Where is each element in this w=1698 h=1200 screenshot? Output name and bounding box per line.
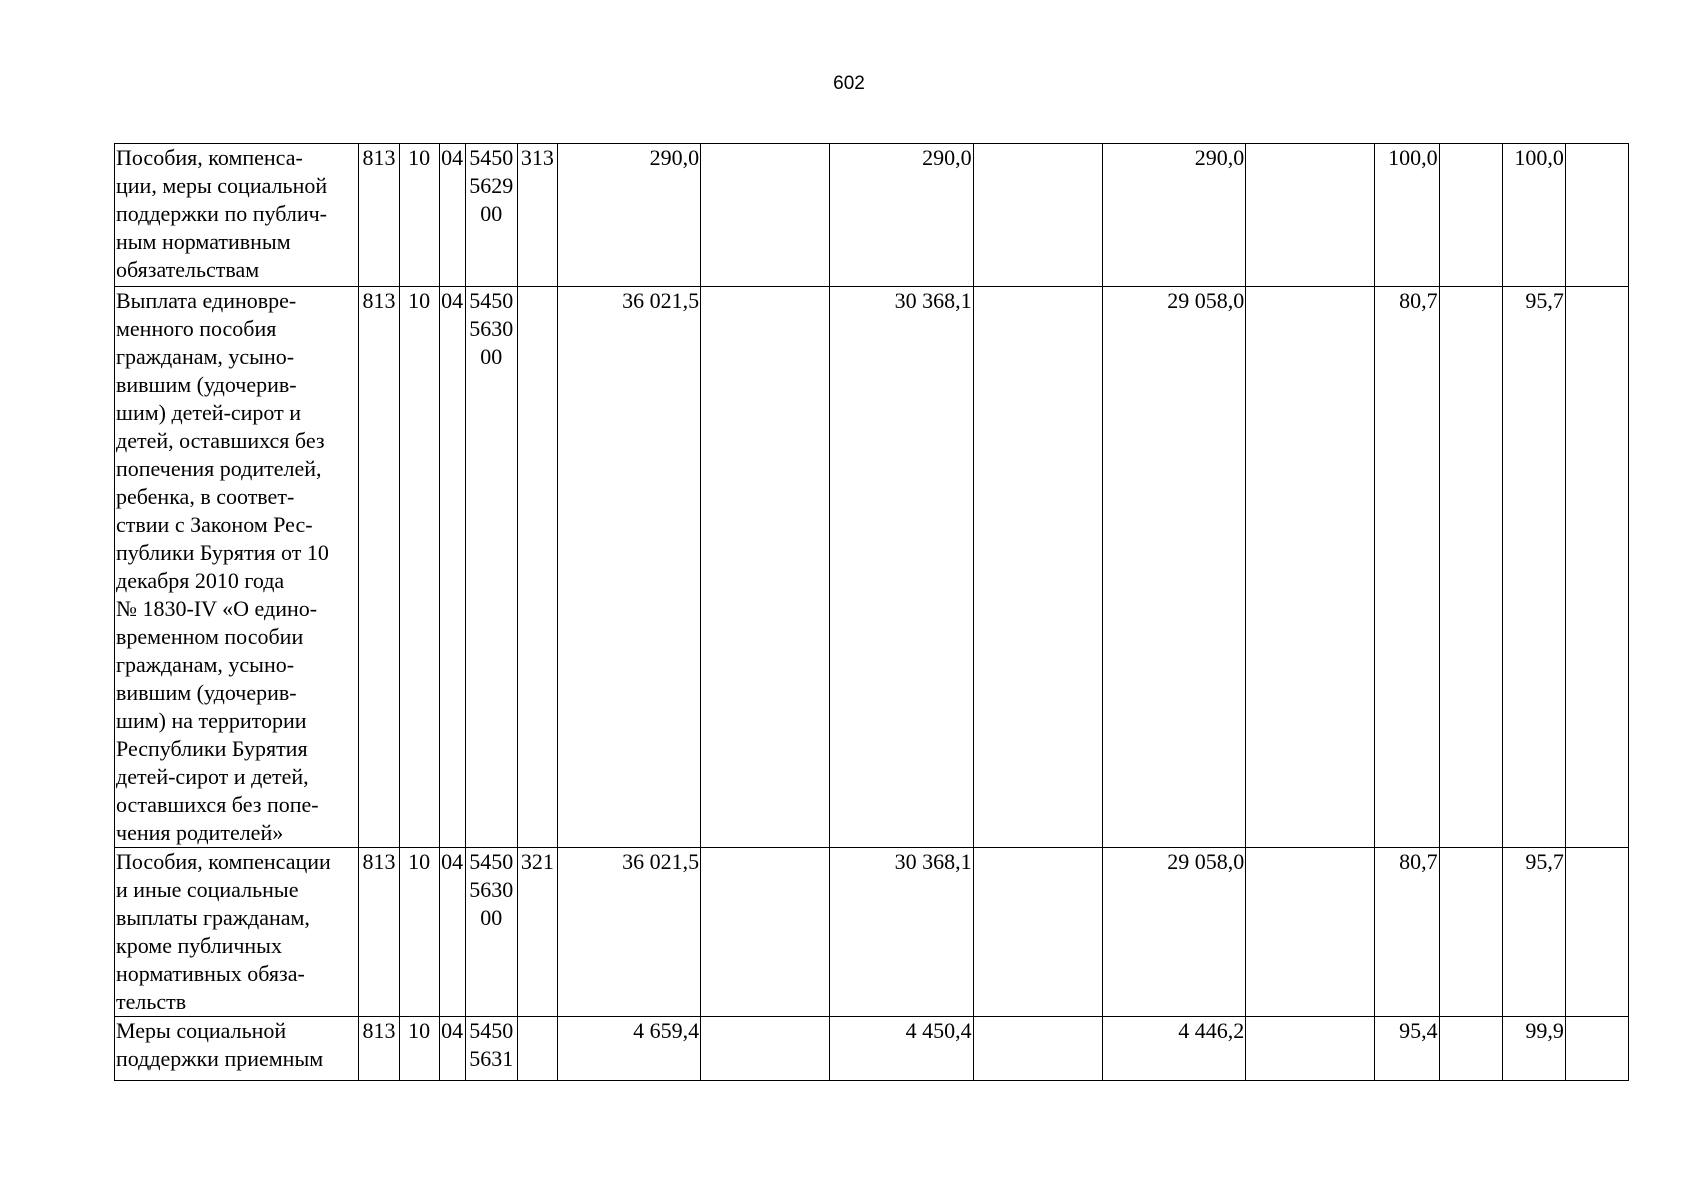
section-code: 10 bbox=[399, 1017, 439, 1081]
amount-1: 4 659,4 bbox=[557, 1017, 700, 1081]
grbs-code: 813 bbox=[359, 287, 399, 848]
empty-cell bbox=[1246, 144, 1375, 287]
percent-2: 95,7 bbox=[1502, 287, 1565, 848]
amount-3: 29 058,0 bbox=[1102, 287, 1245, 848]
amount-1: 36 021,5 bbox=[557, 848, 700, 1017]
empty-cell bbox=[701, 1017, 830, 1081]
page-number: 602 bbox=[833, 73, 865, 94]
expense-type-code bbox=[517, 287, 557, 848]
subsection-code: 04 bbox=[439, 848, 465, 1017]
amount-1: 290,0 bbox=[557, 144, 700, 287]
empty-cell bbox=[1565, 848, 1628, 1017]
empty-cell bbox=[1439, 848, 1502, 1017]
empty-cell bbox=[1439, 144, 1502, 287]
percent-1: 80,7 bbox=[1375, 848, 1439, 1017]
percent-2: 99,9 bbox=[1502, 1017, 1565, 1081]
section-code: 10 bbox=[399, 848, 439, 1017]
table-row bbox=[115, 848, 1629, 1017]
section-code: 10 bbox=[399, 144, 439, 287]
table-row bbox=[115, 1017, 1629, 1081]
target-article-code: 5450 5631 bbox=[465, 1017, 517, 1081]
grbs-code: 813 bbox=[359, 144, 399, 287]
empty-cell bbox=[973, 287, 1102, 848]
empty-cell bbox=[1246, 848, 1375, 1017]
empty-cell bbox=[701, 848, 830, 1017]
target-article-code: 5450 5629 00 bbox=[465, 144, 517, 287]
empty-cell bbox=[973, 848, 1102, 1017]
percent-2: 100,0 bbox=[1502, 144, 1565, 287]
percent-2: 95,7 bbox=[1502, 848, 1565, 1017]
amount-3: 290,0 bbox=[1102, 144, 1245, 287]
empty-cell bbox=[1565, 144, 1628, 287]
amount-2: 290,0 bbox=[830, 144, 973, 287]
target-article-code: 5450 5630 00 bbox=[465, 287, 517, 848]
percent-1: 95,4 bbox=[1375, 1017, 1439, 1081]
empty-cell bbox=[1246, 1017, 1375, 1081]
empty-cell bbox=[973, 1017, 1102, 1081]
subsection-code: 04 bbox=[439, 287, 465, 848]
amount-2: 30 368,1 bbox=[830, 848, 973, 1017]
empty-cell bbox=[1439, 287, 1502, 848]
budget-table bbox=[114, 143, 1629, 1081]
target-article-code: 5450 5630 00 bbox=[465, 848, 517, 1017]
empty-cell bbox=[1246, 287, 1375, 848]
expense-type-code: 321 bbox=[517, 848, 557, 1017]
empty-cell bbox=[701, 144, 830, 287]
subsection-code: 04 bbox=[439, 1017, 465, 1081]
amount-2: 30 368,1 bbox=[830, 287, 973, 848]
expense-type-code bbox=[517, 1017, 557, 1081]
amount-3: 29 058,0 bbox=[1102, 848, 1245, 1017]
table-row bbox=[115, 287, 1629, 848]
empty-cell bbox=[1565, 1017, 1628, 1081]
grbs-code: 813 bbox=[359, 1017, 399, 1081]
row-name: Выплата единовре- менного пособия гражданам, усыно- вившим (удочерив- шим) детей-сирот и детей, оставшихся без попечения родителей, ребенка, в соответ- ствии с Законом Рес- публики Бурятия от 10 декабря 2010 года № 1830-IV «О едино- временном пособии гражданам, усыно- вившим (удочерив- шим) на территории Республики Бурятия детей-сирот и детей, оставшихся без попе- чения родителей» bbox=[115, 287, 359, 848]
row-name: Пособия, компенсации и иные социальные выплаты гражданам, кроме публичных нормативных обяза- тельств bbox=[115, 848, 359, 1017]
empty-cell bbox=[701, 287, 830, 848]
row-name: Меры социальной поддержки приемным bbox=[115, 1017, 359, 1081]
row-name: Пособия, компенса- ции, меры социальной поддержки по публич- ным нормативным обязательствам bbox=[115, 144, 359, 287]
section-code: 10 bbox=[399, 287, 439, 848]
empty-cell bbox=[973, 144, 1102, 287]
empty-cell bbox=[1565, 287, 1628, 848]
percent-1: 100,0 bbox=[1375, 144, 1439, 287]
amount-2: 4 450,4 bbox=[830, 1017, 973, 1081]
percent-1: 80,7 bbox=[1375, 287, 1439, 848]
amount-1: 36 021,5 bbox=[557, 287, 700, 848]
amount-3: 4 446,2 bbox=[1102, 1017, 1245, 1081]
expense-type-code: 313 bbox=[517, 144, 557, 287]
subsection-code: 04 bbox=[439, 144, 465, 287]
empty-cell bbox=[1439, 1017, 1502, 1081]
table-row bbox=[115, 144, 1629, 287]
grbs-code: 813 bbox=[359, 848, 399, 1017]
